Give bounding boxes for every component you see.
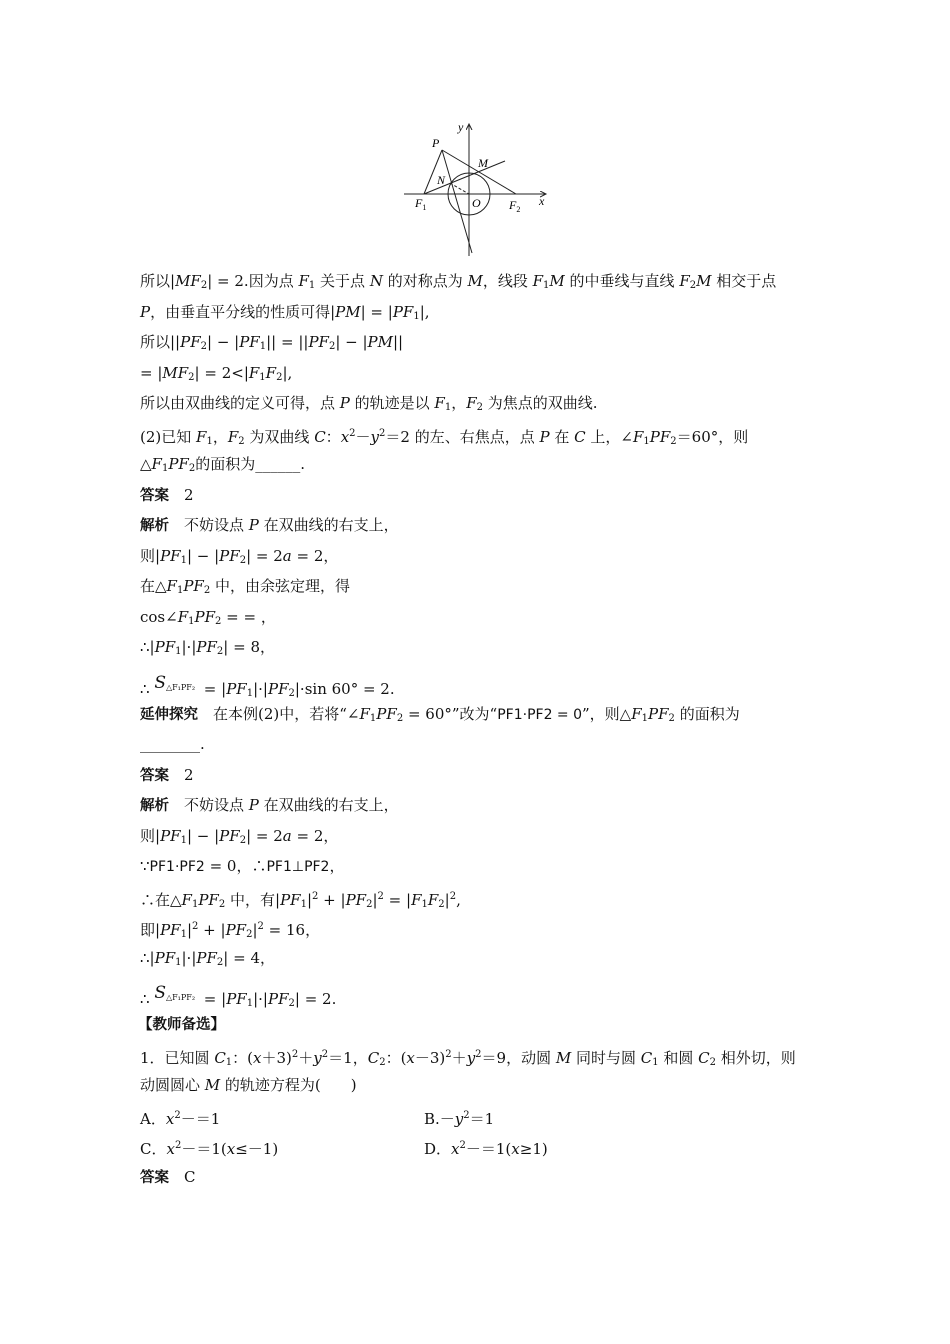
question-1-line-1: 1．已知圆 C1：$(x+3)^2+y^2=1$，C2：$(x-3)^2+y^2=9$，动圆 M 同时与圆 C1 和圆 C2 相外切，则 — [140, 1048, 796, 1068]
solution-1-line-1: 解析 不妨设点 P 在双曲线的右支上， — [140, 516, 399, 534]
solution-1-line-3: 在△F1PF2 中，由余弦定理，得 — [140, 577, 351, 596]
line-1: 所以|MF2| = 2.因为点 F1 关于点 N 的对称点为 M，线段 F1M 的中垂线与直线 F2M 相交于点 — [140, 272, 777, 291]
line-5: 所以由双曲线的定义可得，点 P 的轨迹是以 F1，F2 为焦点的双曲线. — [140, 394, 598, 413]
extension-line-2: ________. — [140, 735, 205, 753]
solution-2-line-4: ∴在△F1PF2 中，有$|PF1|^2 + |PF2|^2 = |F1F2|^2$, — [140, 890, 461, 910]
solution-1-line-4: cos∠F1PF2 = = ， — [140, 607, 276, 627]
solution-2-line-5: 即$|PF1|^2 + |PF2|^2 = 16$， — [140, 921, 321, 940]
line-3: 所以||PF2| − |PF1|| = ||PF2| − |PM|| — [140, 333, 404, 352]
hyperbola-figure — [398, 118, 558, 263]
label-x: x — [539, 194, 545, 208]
extension-line-1: 延伸探究 在本例(2)中，若将“∠F1PF2 = 60°”改为“PF1·PF2 = 0”，则△F1PF2 的面积为 — [140, 704, 740, 724]
option-d[interactable]: D．$x^2-=1(x\ge 1)$ — [424, 1140, 548, 1158]
label-o: O — [472, 196, 481, 210]
solution-2-line-3: ∵PF1·PF2 = 0，∴PF1⊥PF2， — [140, 857, 345, 875]
question-2-line-1: (2)已知 F1，F2 为双曲线 C：$x^2-y^2=2$ 的左、右焦点，点 P 在 C 上，∠F1PF2＝60°，则 — [140, 427, 749, 447]
label-f2: $F_2$ — [509, 198, 521, 214]
answer-2: 答案 2 — [140, 765, 194, 784]
line-2: P，由垂直平分线的性质可得|PM| = |PF1|, — [140, 302, 430, 322]
document-body — [140, 266, 812, 1192]
solution-2-line-6: ∴|PF1|·|PF2| = 4， — [140, 948, 275, 968]
label-p: P — [432, 136, 440, 150]
options-row-1 — [140, 1101, 812, 1132]
question-2-line-2: △F1PF2的面积为______. — [140, 455, 306, 474]
question-1-line-2: 动圆圆心 M 的轨迹方程为( ) — [140, 1076, 357, 1094]
label-y: y — [458, 120, 464, 134]
answer-1: 答案 2 — [140, 485, 194, 504]
solution-2-line-1: 解析 不妨设点 P 在双曲线的右支上， — [140, 796, 399, 814]
option-c[interactable]: C．$x^2-=1(x\le-1)$ — [140, 1140, 279, 1158]
teacher-heading: 【教师备选】 — [138, 1017, 225, 1033]
solution-1-line-2: 则|PF1| − |PF2| = 2a = 2， — [140, 546, 339, 566]
label-n: N — [437, 173, 446, 187]
solution-2-line-7: ∴ $S^{\triangle F_1PF_2} = |PF1|\cdot|PF2| = 2$. — [140, 983, 337, 1009]
solution-2-line-2: 则|PF1| − |PF2| = 2a = 2， — [140, 826, 339, 846]
options-row-2 — [140, 1131, 812, 1162]
option-a[interactable]: A．$x^2-=1$ — [140, 1109, 221, 1128]
answer-3: 答案 C — [140, 1167, 196, 1186]
solution-1-line-5: ∴|PF1|·|PF2| = 8， — [140, 638, 275, 657]
option-b[interactable]: $B.-y^2=1$ — [424, 1109, 495, 1128]
solution-1-line-6: ∴ $S^{\triangle F_1PF_2} = |PF1|\cdot|PF2|\cdot\sin$ 60° = 2. — [140, 672, 395, 699]
line-4: = |MF2| = 2<|F1F2|, — [140, 363, 293, 383]
label-m: M — [478, 156, 488, 170]
label-f1: $F_1$ — [415, 196, 427, 212]
